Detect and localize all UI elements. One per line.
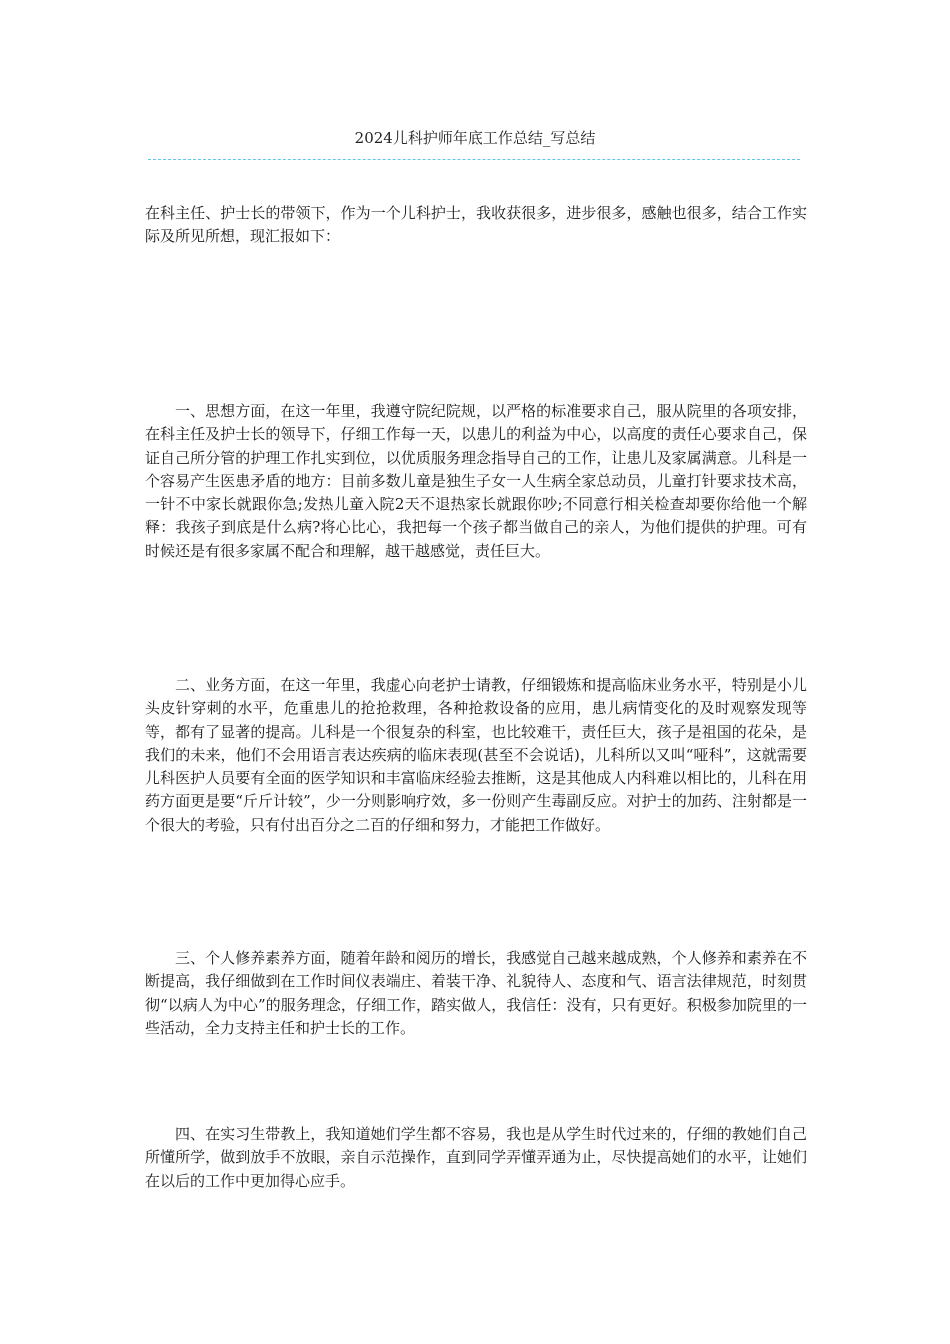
section-personal-paragraph: 三、个人修养素养方面，随着年龄和阅历的增长，我感觉自己越来越成熟，个人修养和素养在不断提高，我仔细做到在工作时间仪表端庄、着装干净、礼貌待人、态度和气、语言法律规范，时刻贯彻“以病人为中心”的服务理念，仔细工作，踏实做人，我信任：没有，只有更好。积极参加院里的一些活动，全力支持主任和护士长的工作。 (145, 949, 807, 1037)
section-teaching-paragraph: 四、在实习生带教上，我知道她们学生都不容易，我也是从学生时代过来的，仔细的教她们自己所懂所学，做到放手不放眼，亲自示范操作，直到同学弄懂弄通为止，尽快提高她们的水平，让她们在以后的工作中更加得心应手。 (145, 1125, 807, 1190)
document-title: 2024儿科护师年底工作总结_写总结 (354, 129, 596, 147)
section-thought-paragraph: 一、思想方面，在这一年里，我遵守院纪院规，以严格的标准要求自己，服从院里的各项安排，在科主任及护士长的领导下，仔细工作每一天，以患儿的利益为中心，以高度的责任心要求自己，保证自己所分管的护理工作扎实到位，以优质服务理念指导自己的工作，让患儿及家属满意。儿科是一个容易产生医患矛盾的地方：目前多数儿童是独生子女一人生病全家总动员，儿童打针要求技术高，一针不中家长就跟你急;发热儿童入院2天不退热家长就跟你吵;不同意行相关检查却要你给他一个解释：我孩子到底是什么病?将心比心，我把每一个孩子都当做自己的亲人，为他们提供的护理。可有时候还是有很多家属不配合和理解，越干越感觉，责任巨大。 (145, 402, 807, 560)
intro-paragraph: 在科主任、护士长的带领下，作为一个儿科护士，我收获很多，进步很多，感触也很多，结合工作实际及所见所想，现汇报如下： (145, 204, 807, 246)
title-divider (148, 159, 800, 160)
section-business-paragraph: 二、业务方面，在这一年里，我虚心向老护士请教，仔细锻炼和提高临床业务水平，特别是小儿头皮针穿刺的水平，危重患儿的抢抢救理，各种抢救设备的应用，患儿病情变化的及时观察发现等等，都有了显著的提高。儿科是一个很复杂的科室，也比较难干，责任巨大，孩子是祖国的花朵，是我们的未来，他们不会用语言表达疾病的临床表现(甚至不会说话)，儿科所以又叫“哑科”，这就需要儿科医护人员要有全面的医学知识和丰富临床经验去推断，这是其他成人内科难以相比的，儿科在用药方面更是要“斤斤计较”，少一分则影响疗效，多一份则产生毒副反应。对护士的加药、注射都是一个很大的考验，只有付出百分之二百的仔细和努力，才能把工作做好。 (145, 676, 807, 834)
